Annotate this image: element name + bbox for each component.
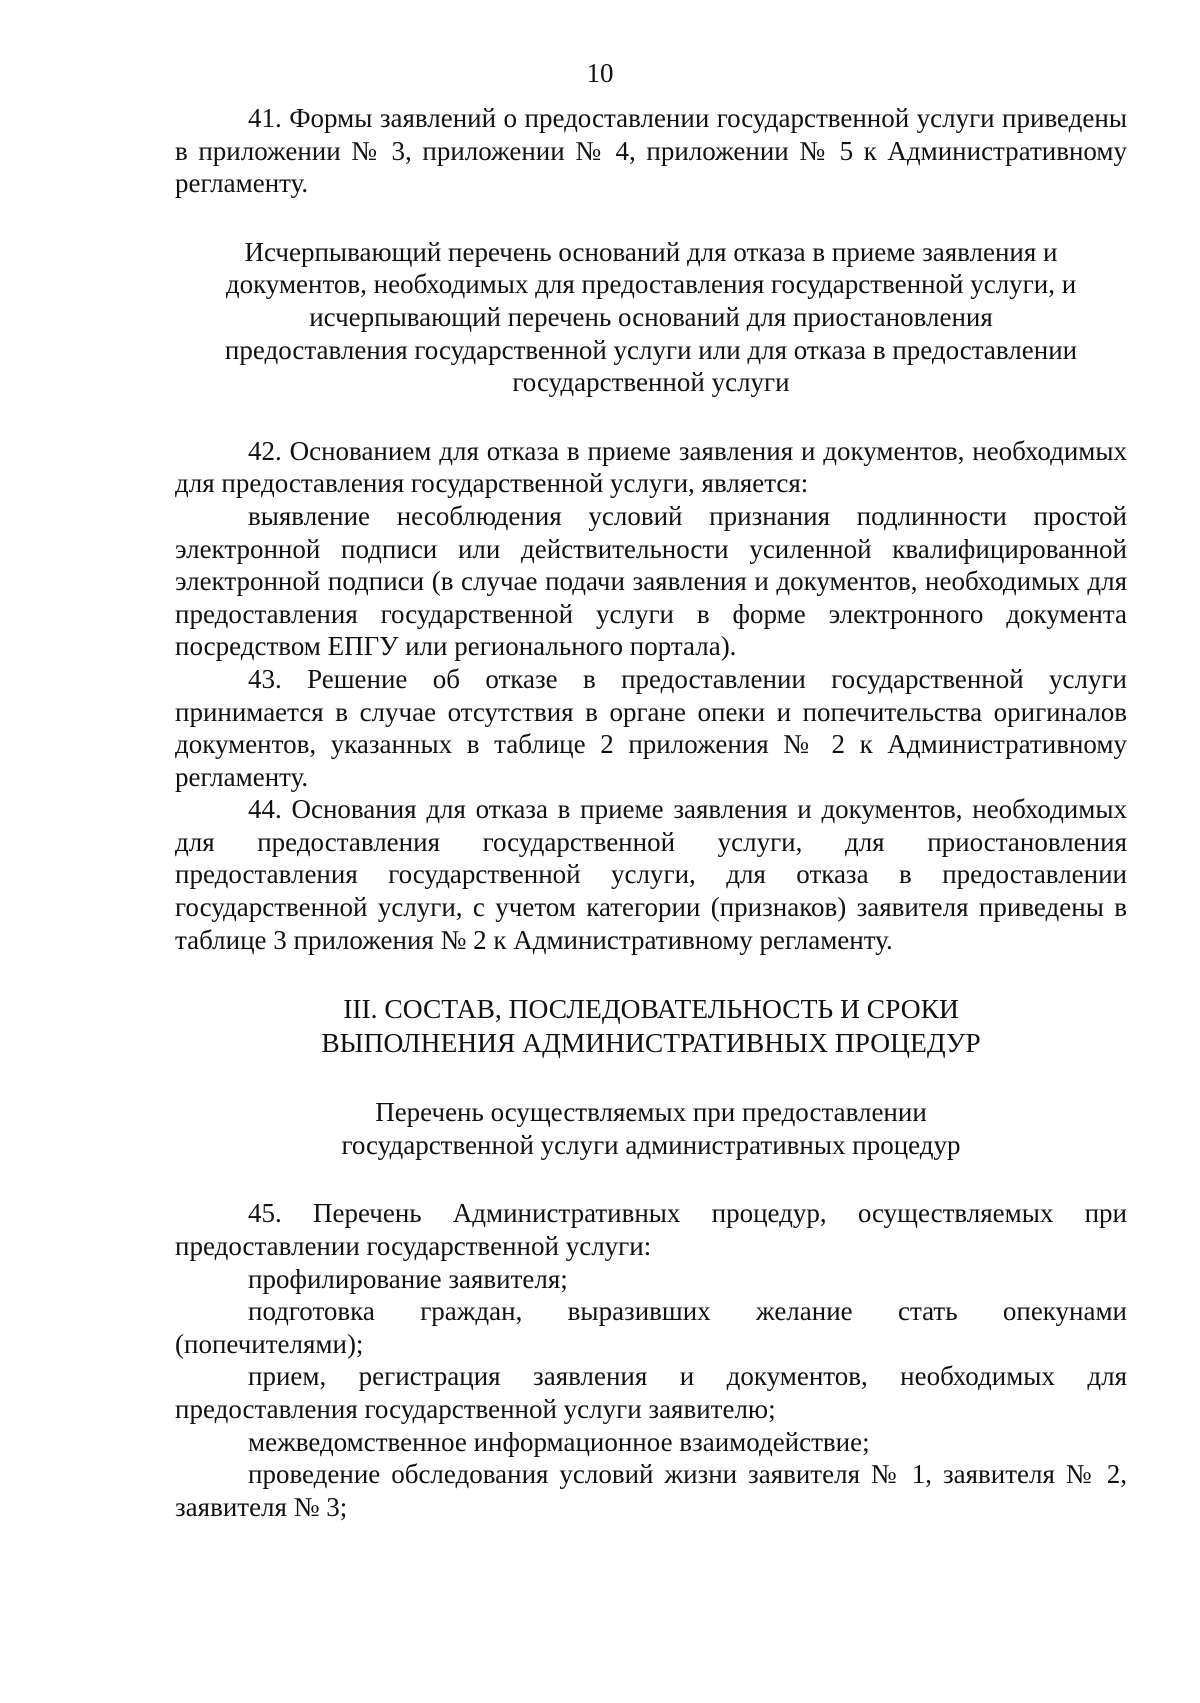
paragraph-43: 43. Решение об отказе в предоставлении государственной услуги принимается в случае отсутствия в органе опеки и попечительства оригиналов документов, указанных в таблице 2 приложения № 2 к Административному регламенту.: [175, 663, 1127, 792]
list-item: проведение обследования условий жизни заявителя № 1, заявителя № 2, заявителя № 3;: [175, 1459, 1127, 1522]
subsection-heading-procedures: Перечень осуществляемых при предоставлении государственной услуги административных процедур: [341, 1097, 961, 1160]
paragraph-44: 44. Основания для отказа в приеме заявления и документов, необходимых для предоставления государственной услуги, для приостановления предоставления государственной услуги, для отказа в предоставлении государственной услуги, с учетом категории (признаков) заявителя приведены в таблице 3 приложения № 2 к Административному регламенту.: [175, 794, 1127, 955]
subsection-heading-refusal-grounds: Исчерпывающий перечень оснований для отказа в приеме заявления и документов, необходимых для предоставления государственной услуги, и исчерпывающий перечень оснований для приостановления предоставления государственной услуги или для отказа в предоставлении государственной услуги: [224, 236, 1078, 398]
page-number: 10: [586, 58, 614, 88]
list-item: профилирование заявителя;: [248, 1263, 568, 1294]
list-item: межведомственное информационное взаимодействие;: [248, 1426, 870, 1457]
document-body: [175, 102, 1127, 1523]
paragraph-42-item: выявление несоблюдения условий признания подлинности простой электронной подписи или действительности усиленной квалифицированной электронной подписи (в случае подачи заявления и документов, необходимых для предоставления государственной услуги в форме электронного документа посредством ЕПГУ или регионального портала).: [175, 500, 1127, 662]
section-title-line-1: III. СОСТАВ, ПОСЛЕДОВАТЕЛЬНОСТЬ И СРОКИ: [343, 993, 959, 1025]
paragraph-42: 42. Основанием для отказа в приеме заявления и документов, необходимых для предоставления государственной услуги, является:: [175, 435, 1127, 499]
paragraph-45: 45. Перечень Административных процедур, осуществляемых при предоставлении государственной услуги:: [175, 1198, 1127, 1262]
paragraph-41: 41. Формы заявлений о предоставлении государственной услуги приведены в приложении № 3, приложении № 4, приложении № 5 к Административному регламенту.: [175, 103, 1127, 199]
list-item: прием, регистрация заявления и документов, необходимых для предоставления государственной услуги заявителю;: [175, 1361, 1127, 1424]
section-title-line-2: ВЫПОЛНЕНИЯ АДМИНИСТРАТИВНЫХ ПРОЦЕДУР: [321, 1027, 981, 1059]
list-item: подготовка граждан, выразивших желание стать опекунами (попечителями);: [175, 1296, 1127, 1359]
